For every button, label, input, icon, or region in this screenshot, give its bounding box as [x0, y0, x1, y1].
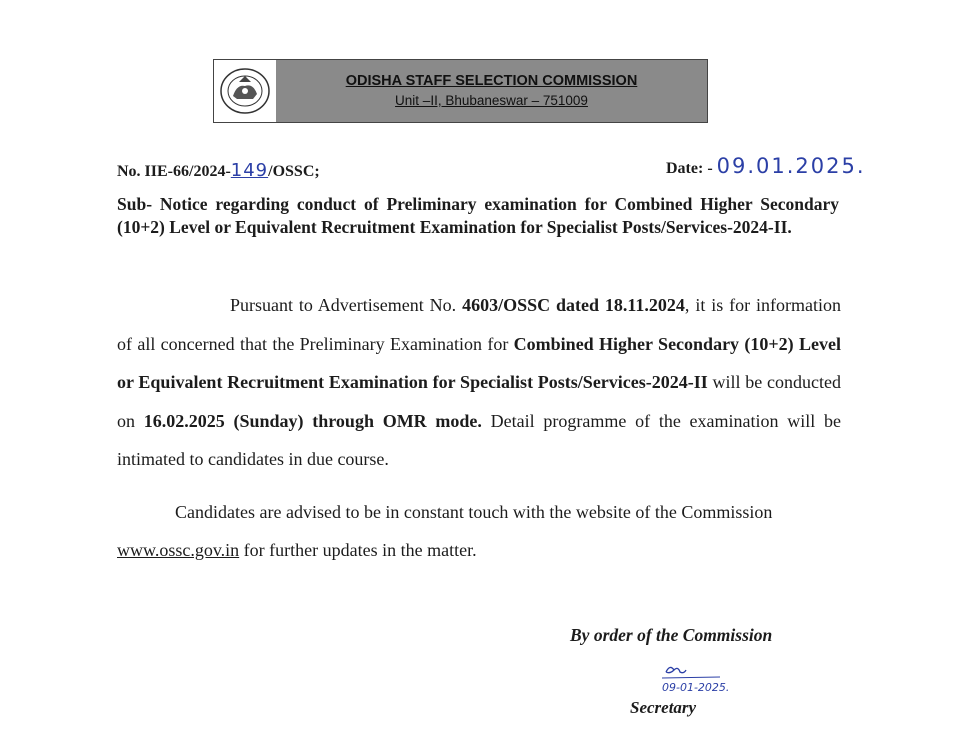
notice-subject: Sub- Notice regarding conduct of Preliminary examination for Combined Higher Secondary (10+2) Level or Equivalent Recruitment Examination for Specialist Posts/Services-2024-II.	[117, 194, 839, 237]
header-title-box	[276, 60, 707, 122]
p1-text-e: will be conducted on	[117, 372, 841, 431]
logo-container	[214, 60, 277, 122]
p1-text-c: , it is for information of all concerned that the Preliminary Examination for	[117, 295, 841, 354]
organization-name: ODISHA STAFF SELECTION COMMISSION	[345, 73, 638, 89]
p2-text-a: Candidates are advised to be in constant touch with the website of the Commission	[175, 502, 773, 522]
header-banner	[213, 59, 708, 123]
designation: Secretary	[630, 698, 697, 717]
organization-unit: Unit –II, Bhubaneswar – 751009	[395, 93, 588, 108]
reference-suffix: /OSSC;	[268, 163, 320, 180]
reference-number	[117, 160, 320, 181]
date-label: Date: -	[666, 160, 717, 177]
exam-date: 16.02.2025 (Sunday) through OMR mode.	[143, 410, 482, 431]
advertisement-reference: 4603/OSSC dated 18.11.2024	[462, 295, 685, 315]
handwritten-signature	[660, 664, 780, 694]
signature-date: 09-01-2025.	[662, 681, 730, 694]
notice-date	[666, 154, 866, 178]
date-handwritten-value: 09.01.2025.	[716, 154, 866, 178]
odisha-emblem-icon	[219, 66, 271, 116]
p1-text-g: Detail programme of the examination will be intimated to candidates in due course.	[117, 410, 841, 470]
website-link[interactable]: www.ossc.gov.in	[117, 540, 240, 560]
p2-text-b: for further updates in the matter.	[239, 540, 477, 560]
body-paragraph-2	[117, 493, 841, 569]
reference-prefix: No. IIE-66/2024-	[117, 163, 231, 180]
reference-handwritten-number: 149	[230, 160, 269, 181]
by-order-line: By order of the Commission	[570, 625, 773, 645]
exam-name: Combined Higher Secondary (10+2) Level or Equivalent Recruitment Examination for Specialist Posts/Services-2024-II	[117, 333, 841, 393]
p1-text-a: Pursuant to Advertisement No.	[230, 295, 463, 315]
body-paragraph-1	[117, 286, 841, 479]
